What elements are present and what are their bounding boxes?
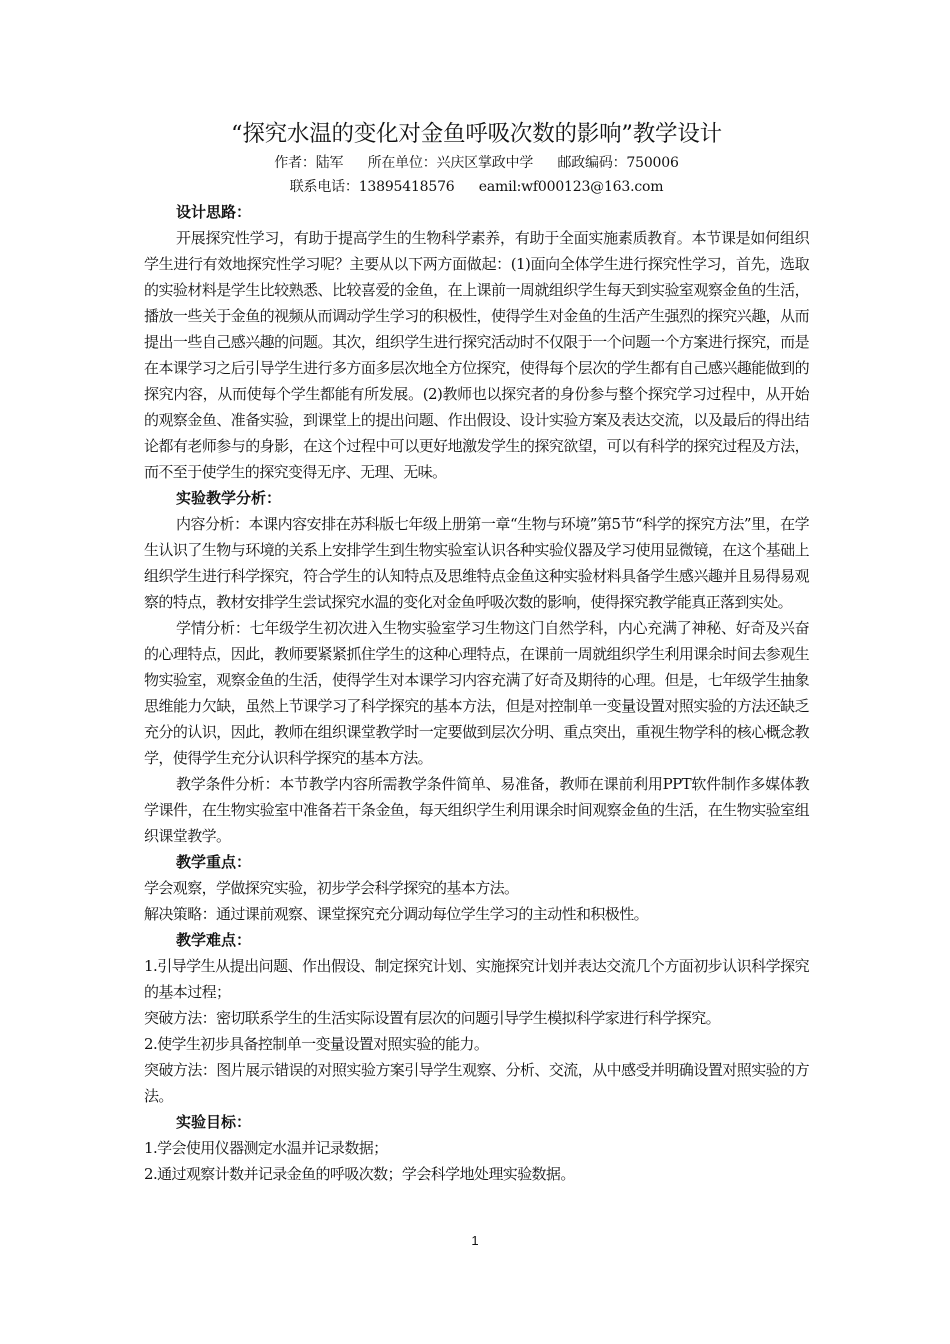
document-body bbox=[144, 117, 809, 1187]
paragraph-goal-1: 1.学会使用仪器测定水温并记录数据； bbox=[144, 1139, 388, 1157]
paragraph-content-analysis: 内容分析：本课内容安排在苏科版七年级上册第一章“生物与环境”第5节“科学的探究方法”里，在学生认识了生物与环境的关系上安排学生到生物实验室认识各种实验仪器及学习使用显微镜，在这个基础上组织学生进行科学探究，符合学生的认知特点及思维特点金鱼这种实验材料具备学生感兴趣并且易得易观察的特点，教材安排学生尝试探究水温的变化对金鱼呼吸次数的影响，使得探究教学能真正落到实处。 bbox=[144, 515, 809, 611]
section-heading-design: 设计思路： bbox=[176, 203, 252, 221]
paragraph-design: 开展探究性学习，有助于提高学生的生物科学素养，有助于全面实施素质教育。本节课是如何组织学生进行有效地探究性学习呢？主要从以下两方面做起：(1)面向全体学生进行探究性学习，首先，选取的实验材料是学生比较熟悉、比较喜爱的金鱼，在上课前一周就组织学生每天到实验室观察金鱼的生活，播放一些关于金鱼的视频从而调动学生学习的积极性，使得学生对金鱼的生活产生强烈的探究兴趣，从而提出一些自己感兴趣的问题。其次，组织学生进行探究活动时不仅限于一个问题一个方案进行探究，而是在本课学习之后引导学生进行多方面多层次地全方位探究，使得每个层次的学生都有自己感兴趣能做到的探究内容，从而使每个学生都能有所发展。(2)教师也以探究者的身份参与整个探究学习过程中，从开始的观察金鱼、准备实验，到课堂上的提出问题、作出假设、设计实验方案及表达交流，以及最后的得出结论都有老师参与的身影，在这个过程中可以更好地激发学生的探究欲望，可以有科学的探究过程及方法，而不至于使学生的探究变得无序、无理、无味。 bbox=[144, 229, 809, 481]
paragraph-goal-2: 2.通过观察计数并记录金鱼的呼吸次数；学会科学地处理实验数据。 bbox=[144, 1165, 575, 1183]
paragraph-difficulty-method-1: 突破方法：密切联系学生的生活实际设置有层次的问题引导学生模拟科学家进行科学探究。 bbox=[144, 1009, 721, 1027]
page-number: 1 bbox=[471, 1233, 479, 1248]
paragraph-condition-analysis: 教学条件分析：本节教学内容所需教学条件简单、易准备，教师在课前利用PPT软件制作多媒体教学课件，在生物实验室中准备若干条金鱼，每天组织学生利用课余时间观察金鱼的生活，在生物实验室组织课堂教学。 bbox=[144, 775, 809, 845]
paragraph-difficulty-1: 1.引导学生从提出问题、作出假设、制定探究计划、实施探究计划并表达交流几个方面初步认识科学探究的基本过程； bbox=[144, 957, 809, 1001]
document-title: “探究水温的变化对金鱼呼吸次数的影响”教学设计 bbox=[231, 121, 722, 147]
paragraph-key-strategy: 解决策略：通过课前观察、课堂探究充分调动每位学生学习的主动性和积极性。 bbox=[144, 905, 649, 923]
author: 作者：陆军 bbox=[274, 155, 344, 171]
paragraph-difficulty-2: 2.使学生初步具备控制单一变量设置对照实验的能力。 bbox=[144, 1035, 489, 1053]
section-heading-difficulties: 教学难点： bbox=[176, 931, 252, 949]
section-heading-key-points: 教学重点： bbox=[176, 853, 252, 871]
paragraph-key-point: 学会观察，学做探究实验，初步学会科学探究的基本方法。 bbox=[144, 879, 519, 897]
contact-line bbox=[144, 175, 809, 199]
postcode: 邮政编码：750006 bbox=[557, 155, 679, 171]
email: eamil:wf000123@163.com bbox=[478, 179, 664, 195]
section-heading-goals: 实验目标： bbox=[176, 1113, 252, 1131]
phone: 联系电话：13895418576 bbox=[289, 179, 455, 195]
paragraph-difficulty-method-2: 突破方法：图片展示错误的对照实验方案引导学生观察、分析、交流，从中感受并明确设置对照实验的方法。 bbox=[144, 1061, 809, 1105]
section-heading-analysis: 实验教学分析： bbox=[176, 489, 282, 507]
unit: 所在单位：兴庆区掌政中学 bbox=[367, 155, 534, 171]
author-line bbox=[144, 151, 809, 175]
paragraph-student-analysis: 学情分析：七年级学生初次进入生物实验室学习生物这门自然学科，内心充满了神秘、好奇及兴奋的心理特点，因此，教师要紧紧抓住学生的这种心理特点，在课前一周就组织学生利用课余时间去参观生物实验室，观察金鱼的生活，使得学生对本课学习内容充满了好奇及期待的心理。但是，七年级学生抽象思维能力欠缺，虽然上节课学习了科学探究的基本方法，但是对控制单一变量设置对照实验的方法还缺乏充分的认识，因此，教师在组织课堂教学时一定要做到层次分明、重点突出，重视生物学科的核心概念教学，使得学生充分认识科学探究的基本方法。 bbox=[144, 619, 809, 767]
